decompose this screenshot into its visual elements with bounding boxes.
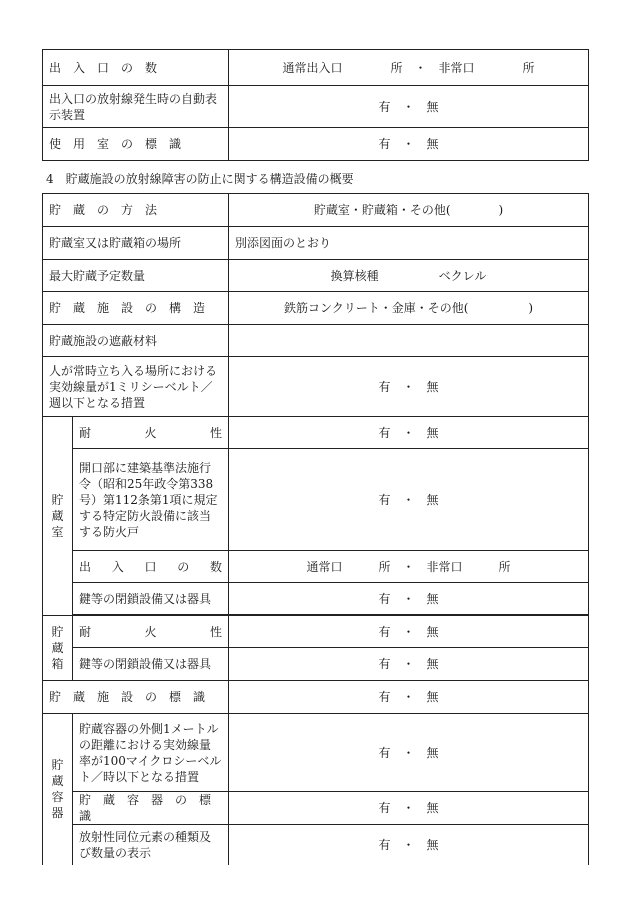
table-row [43, 325, 589, 357]
fire-door-field[interactable]: 有 ・ 無 [229, 449, 589, 551]
facility-sign-field[interactable]: 有 ・ 無 [229, 681, 589, 714]
room-sign-label: 使 用 室 の 標 識 [43, 128, 229, 161]
table-row [43, 260, 589, 292]
table-row [43, 681, 589, 714]
container-sign-label: 貯 蔵 容 器 の 標 識 [73, 792, 229, 825]
container-sign-field[interactable]: 有 ・ 無 [229, 792, 589, 825]
table-row [43, 648, 589, 681]
storage-box-group-label: 貯蔵箱 [51, 625, 64, 671]
storage-room-group [43, 417, 73, 616]
room-fire-field[interactable]: 有 ・ 無 [229, 417, 589, 449]
auto-display-field[interactable]: 有 ・ 無 [229, 86, 589, 128]
storage-room-group-label: 貯蔵室 [51, 493, 64, 539]
shielding-field[interactable] [229, 325, 589, 357]
storage-location-field[interactable]: 別添図面のとおり [229, 227, 589, 260]
table-row [43, 792, 589, 825]
room-entrance-field[interactable]: 通常口 所 ・ 非常口 所 [229, 551, 589, 583]
box-lock-field[interactable]: 有 ・ 無 [229, 648, 589, 681]
table-row [43, 357, 589, 417]
isotope-label: 放射性同位元素の種類及び数量の表示 [73, 825, 229, 865]
table-row [43, 714, 589, 792]
table-row [43, 417, 589, 449]
container-group-label: 貯蔵容器 [51, 758, 64, 821]
table-row [43, 825, 589, 865]
isotope-field[interactable]: 有 ・ 無 [229, 825, 589, 865]
table-row [43, 50, 589, 86]
table-row [43, 86, 589, 128]
box-fire-label: 耐 火 性 [73, 616, 229, 648]
table-row [43, 616, 589, 648]
dose-measure-field[interactable]: 有 ・ 無 [229, 357, 589, 417]
storage-location-label: 貯蔵室又は貯蔵箱の場所 [43, 227, 229, 260]
facility-sign-label: 貯 蔵 施 設 の 標 識 [43, 681, 229, 714]
box-lock-label: 鍵等の閉鎖設備又は器具 [73, 648, 229, 681]
room-lock-field[interactable]: 有 ・ 無 [229, 583, 589, 615]
storage-method-label: 貯 蔵 の 方 法 [43, 194, 229, 227]
entrance-count-label: 出 入 口 の 数 [43, 50, 229, 86]
dose-measure-label: 人が常時立ち入る場所における実効線量が1ミリシーベルト／週以下となる措置 [43, 357, 229, 417]
table-row [43, 128, 589, 161]
table-row [43, 551, 589, 583]
structure-field[interactable]: 鉄筋コンクリート・金庫・その他( ) [229, 292, 589, 325]
shielding-label: 貯蔵施設の遮蔽材料 [43, 325, 229, 357]
max-storage-label: 最大貯蔵予定数量 [43, 260, 229, 292]
section-4-heading: 4 貯蔵施設の放射線障害の防止に関する構造設備の概要 [46, 172, 354, 186]
container-dose-field[interactable]: 有 ・ 無 [229, 714, 589, 792]
storage-method-field[interactable]: 貯蔵室・貯蔵箱・その他( ) [229, 194, 589, 227]
room-fire-label: 耐 火 性 [73, 417, 229, 449]
storage-facility-table [42, 193, 589, 865]
container-group [43, 714, 73, 865]
entrance-table [42, 49, 589, 161]
fire-door-label: 開口部に建築基準法施行令（昭和25年政令第338号）第112条第1項に規定する特定防火設備に該当する防火戸 [73, 449, 229, 551]
box-fire-field[interactable]: 有 ・ 無 [229, 616, 589, 648]
container-dose-label: 貯蔵容器の外側1メートルの距離における実効線量率が100マイクロシーベルト／時以下となる措置 [73, 714, 229, 792]
structure-label: 貯 蔵 施 設 の 構 造 [43, 292, 229, 325]
entrance-count-field[interactable]: 通常出入口 所 ・ 非常口 所 [229, 50, 589, 86]
max-storage-field[interactable]: 換算核種 ベクレル [229, 260, 589, 292]
table-row [43, 583, 589, 615]
room-sign-field[interactable]: 有 ・ 無 [229, 128, 589, 161]
room-lock-label: 鍵等の閉鎖設備又は器具 [73, 583, 229, 615]
table-row [43, 194, 589, 227]
table-row [43, 227, 589, 260]
table-row [43, 292, 589, 325]
table-row [43, 449, 589, 551]
auto-display-label: 出入口の放射線発生時の自動表示装置 [43, 86, 229, 128]
room-entrance-label: 出 入 口 の 数 [73, 551, 229, 583]
storage-box-group [43, 616, 73, 681]
